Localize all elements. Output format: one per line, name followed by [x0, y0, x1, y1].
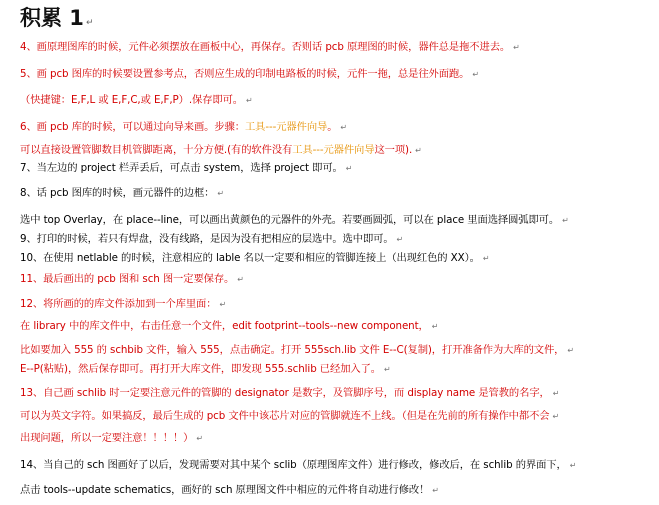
note-text: 。	[327, 121, 338, 133]
note-text: E--P(粘贴)，然后保存即可。再打开大库文件，即发现 555.schlib 已经加入了。	[20, 363, 381, 375]
return-mark: ↵	[246, 96, 253, 105]
note-text: 出现问题，所以一定要注意！！！！）	[20, 432, 194, 444]
note-line	[20, 362, 391, 377]
note-text: 比如要加入 555 的 schbib 文件，输入 555，点击确定。打开 555sch.lib 文件 E--C(复制)，打开准备作为大库的文件，	[20, 344, 565, 356]
note-text: 7、当左边的 project 栏弄丢后，可点击 system，选择 project 即可。	[20, 162, 343, 174]
return-mark: ↵	[513, 43, 520, 52]
return-mark: ↵	[396, 235, 404, 244]
note-text: 14、当自己的 sch 图画好了以后，发现需要对其中某个 sclib（原理图库文件）进行修改，修改后，在 schlib 的界面下，	[20, 459, 567, 471]
return-mark: ↵	[482, 254, 490, 263]
return-mark: ↵	[552, 389, 560, 398]
note-line	[20, 186, 224, 201]
note-line	[20, 272, 244, 287]
note-text: 8、话 pcb 图库的时候，画元器件的边框：	[20, 187, 215, 199]
return-mark: ↵	[219, 300, 227, 309]
return-mark: ↵	[196, 434, 203, 443]
return-mark: ↵	[340, 123, 348, 132]
return-mark: ↵	[85, 18, 94, 28]
note-line	[20, 386, 559, 401]
note-line	[20, 143, 422, 158]
menu-path-highlight: 工具---元器件向导	[244, 121, 328, 133]
note-line	[20, 67, 479, 82]
note-text: 可以直接设置管脚数目机管脚距离，十分方便.(有的软件没有	[20, 144, 293, 156]
title-text: 积累 1	[20, 6, 84, 30]
note-line	[20, 251, 489, 266]
note-line	[20, 213, 569, 228]
note-line	[20, 431, 203, 446]
note-text: 选中 top Overlay，在 place--line，可以画出黄颜色的元器件的外壳。若要画圆弧，可以在 place 里面选择圆弧即可。	[20, 214, 560, 226]
note-text: 5、画 pcb 图库的时候要设置参考点，否则应生成的印制电路板的时候，元件一拖，总是往外面跑。	[20, 68, 470, 80]
note-line	[20, 319, 438, 334]
note-line	[20, 297, 226, 312]
document-title	[20, 4, 93, 37]
note-line	[20, 232, 403, 247]
note-line	[20, 483, 439, 498]
return-mark: ↵	[567, 346, 574, 355]
note-line	[20, 409, 559, 424]
note-text: 4、画原理图库的时候，元件必须摆放在画板中心，再保存。否则话 pcb 原理图的时候，器件总是拖不进去。	[20, 41, 511, 53]
note-text: （快捷键：E,F,L 或 E,F,C,或 E,F,P）.保存即可。	[20, 94, 243, 106]
return-mark: ↵	[415, 146, 422, 155]
return-mark: ↵	[237, 275, 244, 284]
return-mark: ↵	[431, 322, 439, 331]
note-line	[20, 93, 253, 108]
note-text: 6、画 pcb 库的时候，可以通过向导来画。步骤：	[20, 121, 245, 133]
note-line	[20, 458, 576, 473]
return-mark: ↵	[562, 216, 569, 225]
note-text: 这一项).	[374, 144, 413, 156]
note-text: 可以为英文字符。如果搞反，最后生成的 pcb 文件中该芯片对应的管脚就连不上线。（但是在先前的所有操作中都不会	[20, 410, 550, 422]
note-line	[20, 120, 347, 135]
return-mark: ↵	[432, 486, 439, 495]
note-text: 在 library 中的库文件中，右击任意一个文件，edit footprint--tools--new component，	[20, 320, 429, 332]
return-mark: ↵	[569, 461, 577, 470]
return-mark: ↵	[345, 164, 353, 173]
note-line	[20, 40, 520, 55]
return-mark: ↵	[472, 70, 479, 79]
return-mark: ↵	[383, 365, 391, 374]
note-text: 点击 tools--update schematics，画好的 sch 原理图文件中相应的元件将自动进行修改！	[20, 484, 430, 496]
note-line	[20, 343, 574, 358]
note-text: 11、最后画出的 pcb 图和 sch 图一定要保存。	[20, 273, 235, 285]
note-text: 10、在使用 netlable 的时候，注意相应的 lable 名以一定要和相应的管脚连接上（出现红色的 XX）。	[20, 252, 480, 264]
return-mark: ↵	[552, 412, 560, 421]
menu-path-highlight: 工具---元器件向导	[292, 144, 375, 156]
note-text: 12、将所画的的库文件添加到一个库里面：	[20, 298, 217, 310]
return-mark: ↵	[217, 189, 224, 198]
note-text: 9、打印的时候，若只有焊盘，没有线路，是因为没有把相应的层选中。选中即可。	[20, 233, 394, 245]
note-line	[20, 161, 352, 176]
note-text: 13、自己画 schlib 时一定要注意元件的管脚的 designator 是数字，及管脚序号，而 display name 是管教的名字，	[20, 387, 550, 399]
